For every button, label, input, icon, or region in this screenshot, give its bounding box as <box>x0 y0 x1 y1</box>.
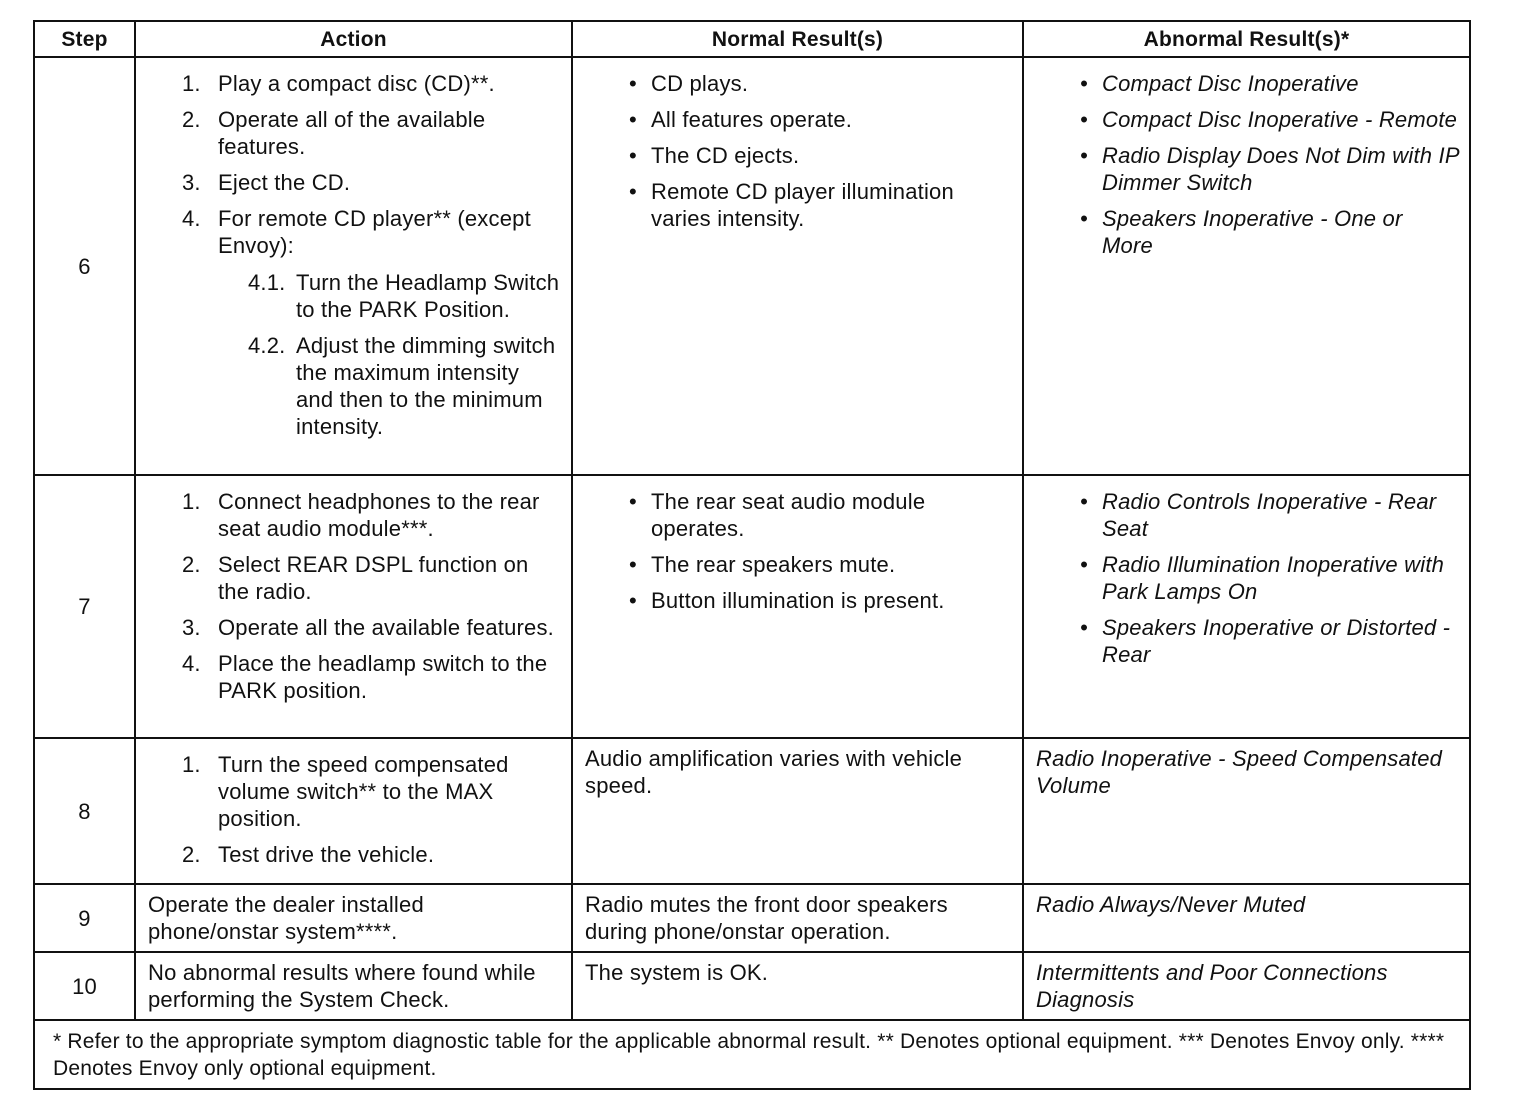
normal-result-item: • CD plays. <box>629 70 1012 97</box>
normal-result-item: • Remote CD player illumination varies intensity. <box>629 178 1012 232</box>
action-item: 2. Select REAR DSPL function on the radio. <box>182 552 529 604</box>
normal-results-list <box>585 70 1012 232</box>
action-item: 2. Test drive the vehicle. <box>182 842 435 867</box>
table-row-step-7 <box>34 475 1470 738</box>
sub-action-item: 4.1. Turn the Headlamp Switch to the PARK Position. <box>248 270 560 322</box>
step-number: 6 <box>34 57 135 475</box>
abnormal-result-item: • Radio Controls Inoperative - Rear Seat <box>1080 488 1459 542</box>
abnormal-result-item: • Speakers Inoperative or Distorted - Rear <box>1080 614 1459 668</box>
normal-result-item: • Button illumination is present. <box>629 587 1012 614</box>
system-check-table <box>33 20 1471 1090</box>
header-abnormal-results: Abnormal Result(s)* <box>1023 21 1470 57</box>
normal-result-item: • All features operate. <box>629 106 1012 133</box>
action-item: 1. Turn the speed compensated volume switch** to the MAX position. <box>182 752 509 831</box>
table-row-step-8 <box>34 738 1470 884</box>
header-normal-results: Normal Result(s) <box>572 21 1023 57</box>
action-cell <box>135 738 572 884</box>
abnormal-results-cell <box>1023 57 1470 475</box>
normal-result-item: • The rear speakers mute. <box>629 551 1012 578</box>
action-item: 1. Play a compact disc (CD)**. <box>182 71 495 96</box>
abnormal-results-cell <box>1023 475 1470 738</box>
abnormal-result-item: • Radio Illumination Inoperative with Park Lamps On <box>1080 551 1459 605</box>
action-item: 4. For remote CD player** (except Envoy): 4.1. Turn the Headlamp Switch to the PARK Position. 4.2. Adjust the dimming switch the maximum intensity and then to the minimum intensity. <box>182 206 560 439</box>
normal-results-cell <box>572 475 1023 738</box>
header-step: Step <box>34 21 135 57</box>
normal-results-list <box>585 488 1012 614</box>
action-list <box>148 751 561 868</box>
step-number: 8 <box>34 738 135 884</box>
action-cell: Operate the dealer installed phone/onstar system****. <box>135 884 572 952</box>
abnormal-results-cell: Intermittents and Poor Connections Diagnosis <box>1023 952 1470 1020</box>
normal-result-item: • The rear seat audio module operates. <box>629 488 1012 542</box>
action-item: 4. Place the headlamp switch to the PARK position. <box>182 651 548 703</box>
normal-results-cell <box>572 57 1023 475</box>
abnormal-results-cell: Radio Always/Never Muted <box>1023 884 1470 952</box>
action-item: 3. Operate all the available features. <box>182 615 554 640</box>
normal-results-cell: Radio mutes the front door speakers during phone/onstar operation. <box>572 884 1023 952</box>
step-number: 9 <box>34 884 135 952</box>
step-number: 7 <box>34 475 135 738</box>
action-list <box>148 488 561 704</box>
sub-action-item: 4.2. Adjust the dimming switch the maximum intensity and then to the minimum intensity. <box>248 333 556 439</box>
step-number: 10 <box>34 952 135 1020</box>
abnormal-results-list <box>1036 488 1459 668</box>
table-row-step-9 <box>34 884 1470 952</box>
action-cell <box>135 57 572 475</box>
action-list <box>148 70 561 440</box>
abnormal-results-list <box>1036 70 1459 259</box>
header-action: Action <box>135 21 572 57</box>
action-item: 3. Eject the CD. <box>182 170 351 195</box>
table-row-step-10 <box>34 952 1470 1020</box>
action-item: 1. Connect headphones to the rear seat audio module***. <box>182 489 540 541</box>
footnote-row <box>34 1020 1470 1089</box>
abnormal-result-item: • Speakers Inoperative - One or More <box>1080 205 1459 259</box>
action-cell: No abnormal results where found while performing the System Check. <box>135 952 572 1020</box>
action-item: 2. Operate all of the available features. <box>182 107 486 159</box>
footnote-text: * Refer to the appropriate symptom diagnostic table for the applicable abnormal result. ** Denotes optional equipment. *** Denotes Envoy only. **** Denotes Envoy only optional equipment. <box>34 1020 1470 1089</box>
abnormal-result-item: • Compact Disc Inoperative - Remote <box>1080 106 1459 133</box>
normal-results-cell: Audio amplification varies with vehicle speed. <box>572 738 1023 884</box>
normal-result-item: • The CD ejects. <box>629 142 1012 169</box>
abnormal-result-item: • Compact Disc Inoperative <box>1080 70 1459 97</box>
header-row <box>34 21 1470 57</box>
normal-results-cell: The system is OK. <box>572 952 1023 1020</box>
abnormal-result-item: • Radio Display Does Not Dim with IP Dimmer Switch <box>1080 142 1459 196</box>
action-cell <box>135 475 572 738</box>
table-row-step-6 <box>34 57 1470 475</box>
abnormal-results-cell: Radio Inoperative - Speed Compensated Volume <box>1023 738 1470 884</box>
sub-action-list <box>218 269 561 440</box>
